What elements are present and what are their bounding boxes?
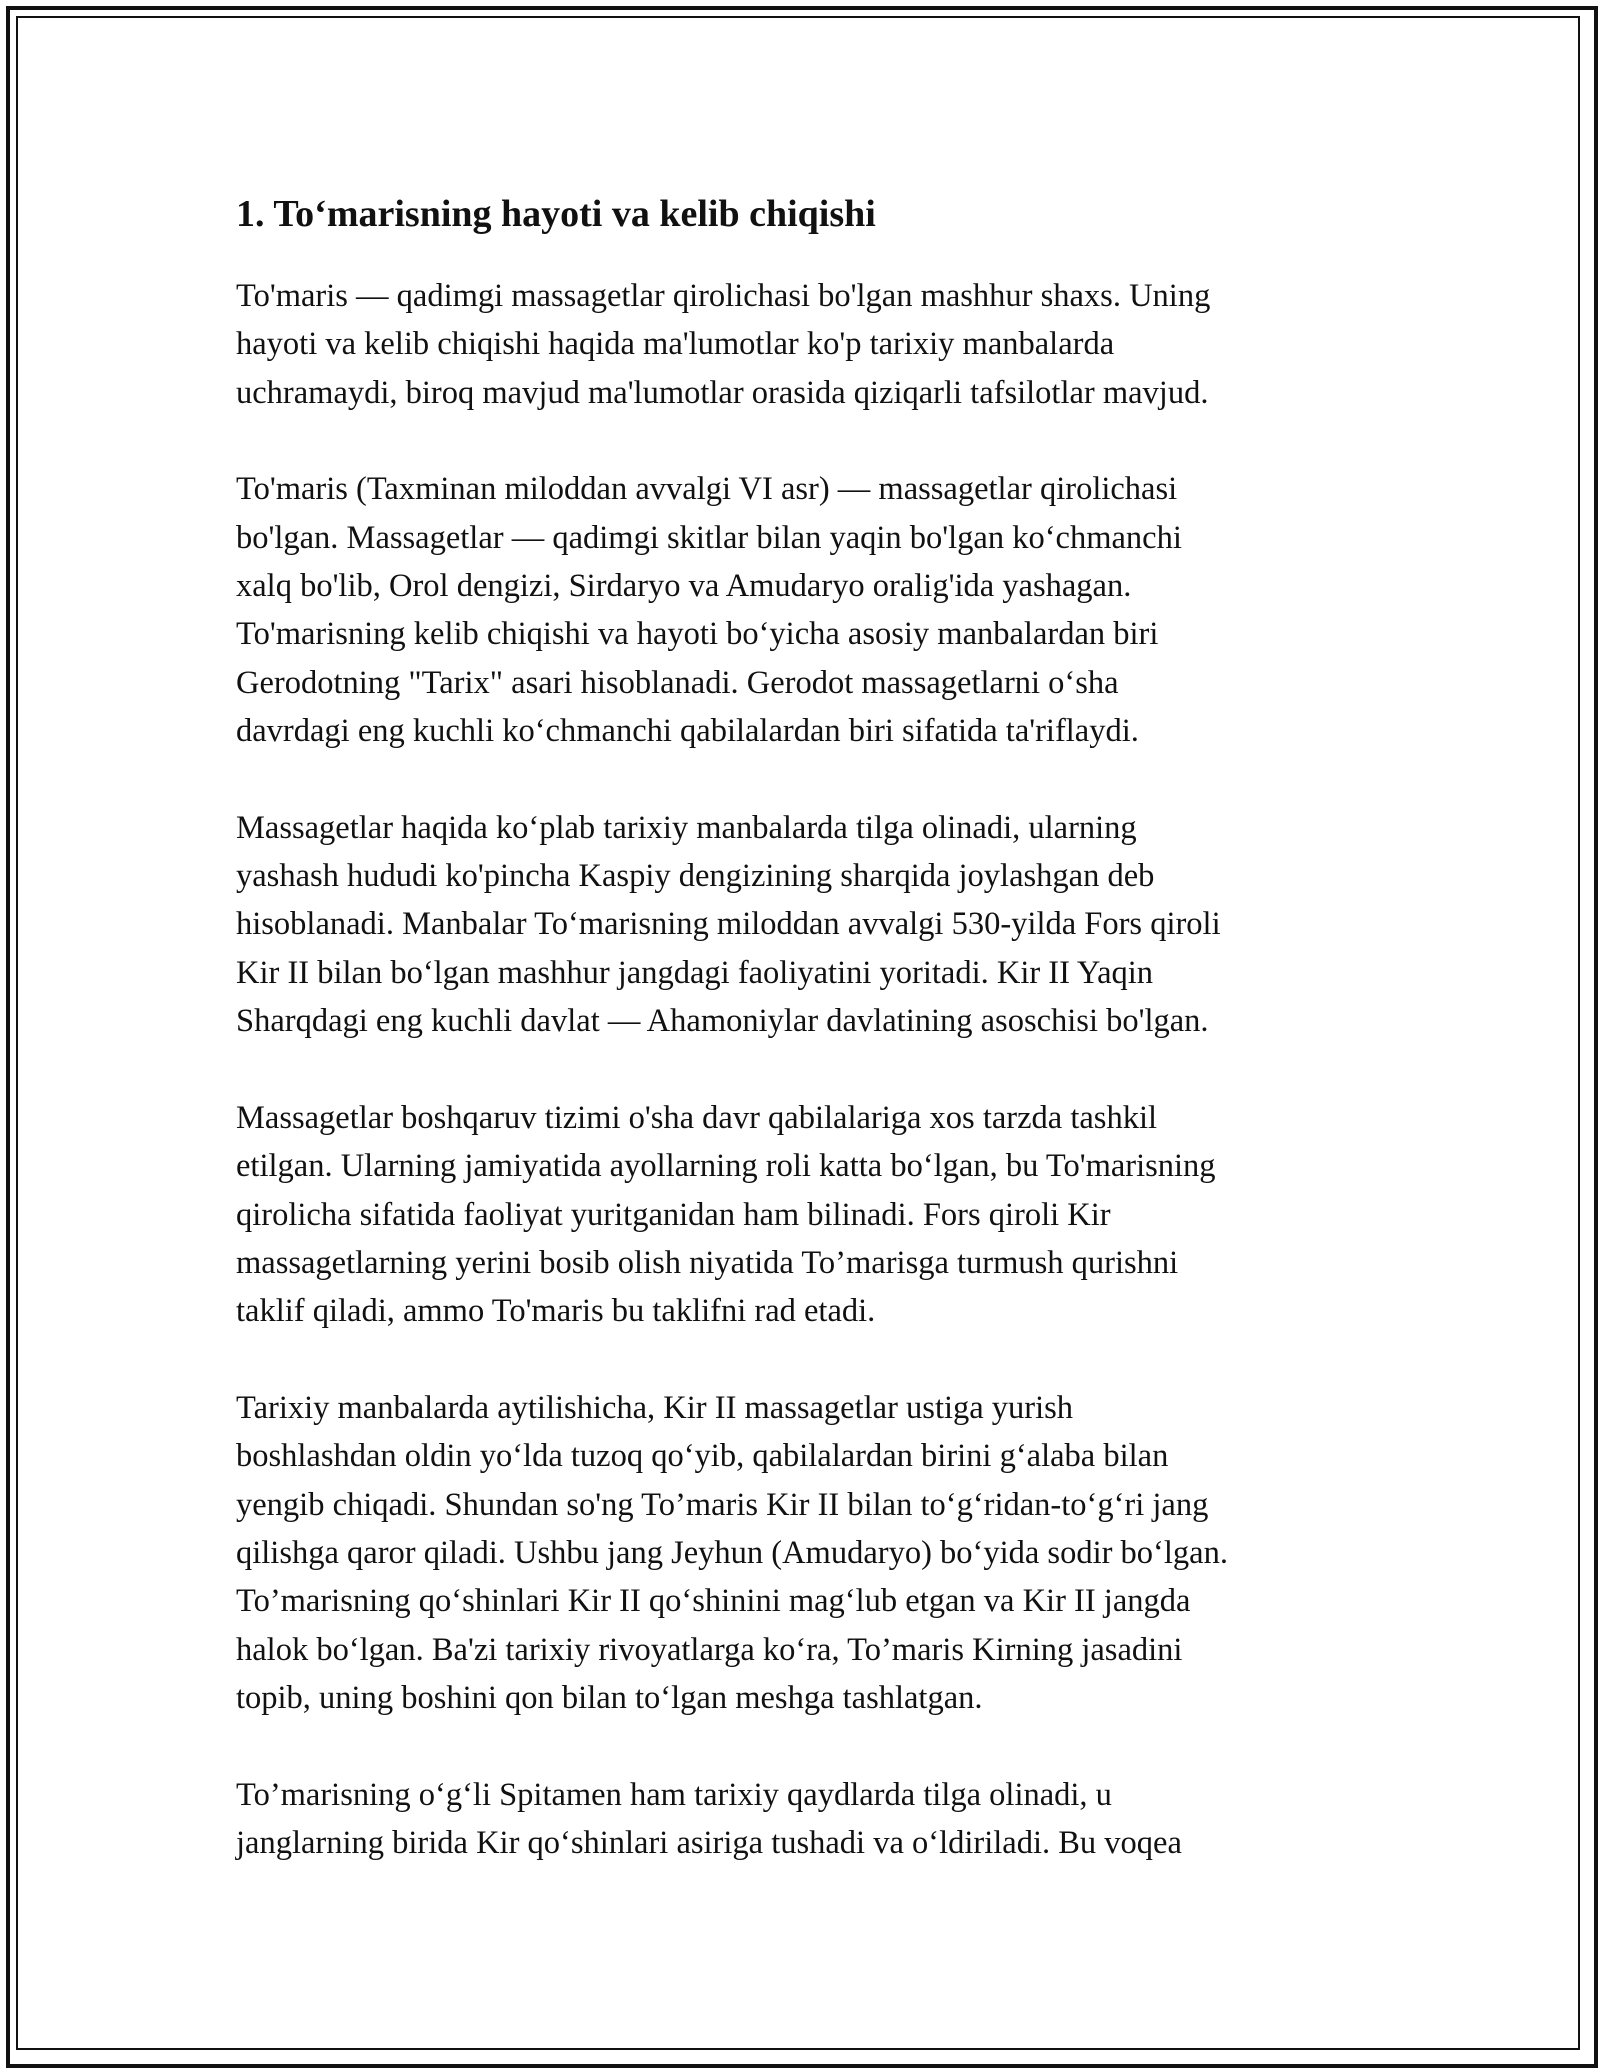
- text-line: Kir II bilan bo‘lgan mashhur jangdagi faoliyatini yoritadi. Kir II Yaqin: [236, 954, 1154, 991]
- paragraph: [236, 1771, 1366, 1868]
- paragraph: [236, 272, 1366, 417]
- text-line: janglarning birida Kir qo‘shinlari asiriga tushadi va o‘ldiriladi. Bu voqea: [236, 1824, 1182, 1861]
- text-line: taklif qiladi, ammo To'maris bu taklifni rad etadi.: [236, 1293, 876, 1330]
- text-line: yengib chiqadi. Shundan so'ng To’maris Kir II bilan to‘g‘ridan-to‘g‘ri jang: [236, 1486, 1209, 1523]
- text-line: uchramaydi, biroq mavjud ma'lumotlar orasida qiziqarli tafsilotlar mavjud.: [236, 374, 1209, 411]
- text-line: To'maris — qadimgi massagetlar qirolichasi bo'lgan mashhur shaxs. Uning: [236, 278, 1211, 314]
- text-line: Massagetlar haqida ko‘plab tarixiy manbalarda tilga olinadi, ularning: [236, 809, 1137, 846]
- text-line: topib, uning boshini qon bilan to‘lgan meshga tashlatgan.: [236, 1680, 983, 1717]
- text-line: Tarixiy manbalarda aytilishicha, Kir II massagetlar ustiga yurish: [236, 1389, 1074, 1426]
- document-body: [236, 188, 1366, 1915]
- paragraph: [236, 1094, 1366, 1336]
- text-line: Massagetlar boshqaruv tizimi o'sha davr qabilalariga xos tarzda tashkil: [236, 1099, 1157, 1136]
- paragraph-list: [236, 272, 1366, 1867]
- text-line: hayoti va kelib chiqishi haqida ma'lumotlar ko'p tarixiy manbalarda: [236, 326, 1115, 363]
- paragraph: [236, 465, 1366, 755]
- text-line: etilgan. Ularning jamiyatida ayollarning roli katta bo‘lgan, bu To'marisning: [236, 1148, 1216, 1185]
- text-line: qilishga qaror qiladi. Ushbu jang Jeyhun (Amudaryo) bo‘yida sodir bo‘lgan.: [236, 1534, 1228, 1571]
- text-line: davrdagi eng kuchli ko‘chmanchi qabilalardan biri sifatida ta'riflaydi.: [236, 713, 1139, 750]
- text-line: To'marisning kelib chiqishi va hayoti bo‘yicha asosiy manbalardan biri: [236, 616, 1159, 653]
- text-line: Gerodotning "Tarix" asari hisoblanadi. Gerodot massagetlarni o‘sha: [236, 664, 1119, 701]
- text-line: xalq bo'lib, Orol dengizi, Sirdaryo va Amudaryo oralig'ida yashagan.: [236, 568, 1132, 605]
- section-heading: 1. To‘marisning hayoti va kelib chiqishi: [236, 193, 876, 235]
- text-line: To’marisning qo‘shinlari Kir II qo‘shinini mag‘lub etgan va Kir II jangda: [236, 1583, 1191, 1620]
- text-line: Sharqdagi eng kuchli davlat — Ahamoniylar davlatining asoschisi bo'lgan.: [236, 1003, 1209, 1040]
- text-line: yashash hududi ko'pincha Kaspiy dengizining sharqida joylashgan deb: [236, 858, 1155, 895]
- text-line: halok bo‘lgan. Ba'zi tarixiy rivoyatlarga ko‘ra, To’maris Kirning jasadini: [236, 1631, 1183, 1668]
- text-line: To'maris (Taxminan miloddan avvalgi VI asr) — massagetlar qirolichasi: [236, 471, 1178, 508]
- text-line: boshlashdan oldin yo‘lda tuzoq qo‘yib, qabilalardan birini g‘alaba bilan: [236, 1438, 1169, 1475]
- paragraph: [236, 804, 1366, 1046]
- text-line: To’marisning o‘g‘li Spitamen ham tarixiy qaydlarda tilga olinadi, u: [236, 1776, 1112, 1813]
- text-line: bo'lgan. Massagetlar — qadimgi skitlar bilan yaqin bo'lgan ko‘chmanchi: [236, 519, 1182, 556]
- text-line: qirolicha sifatida faoliyat yuritganidan ham bilinadi. Fors qiroli Kir: [236, 1196, 1111, 1233]
- text-line: hisoblanadi. Manbalar To‘marisning miloddan avvalgi 530-yilda Fors qiroli: [236, 906, 1221, 943]
- text-line: massagetlarning yerini bosib olish niyatida To’marisga turmush qurishni: [236, 1244, 1179, 1281]
- paragraph: [236, 1384, 1366, 1723]
